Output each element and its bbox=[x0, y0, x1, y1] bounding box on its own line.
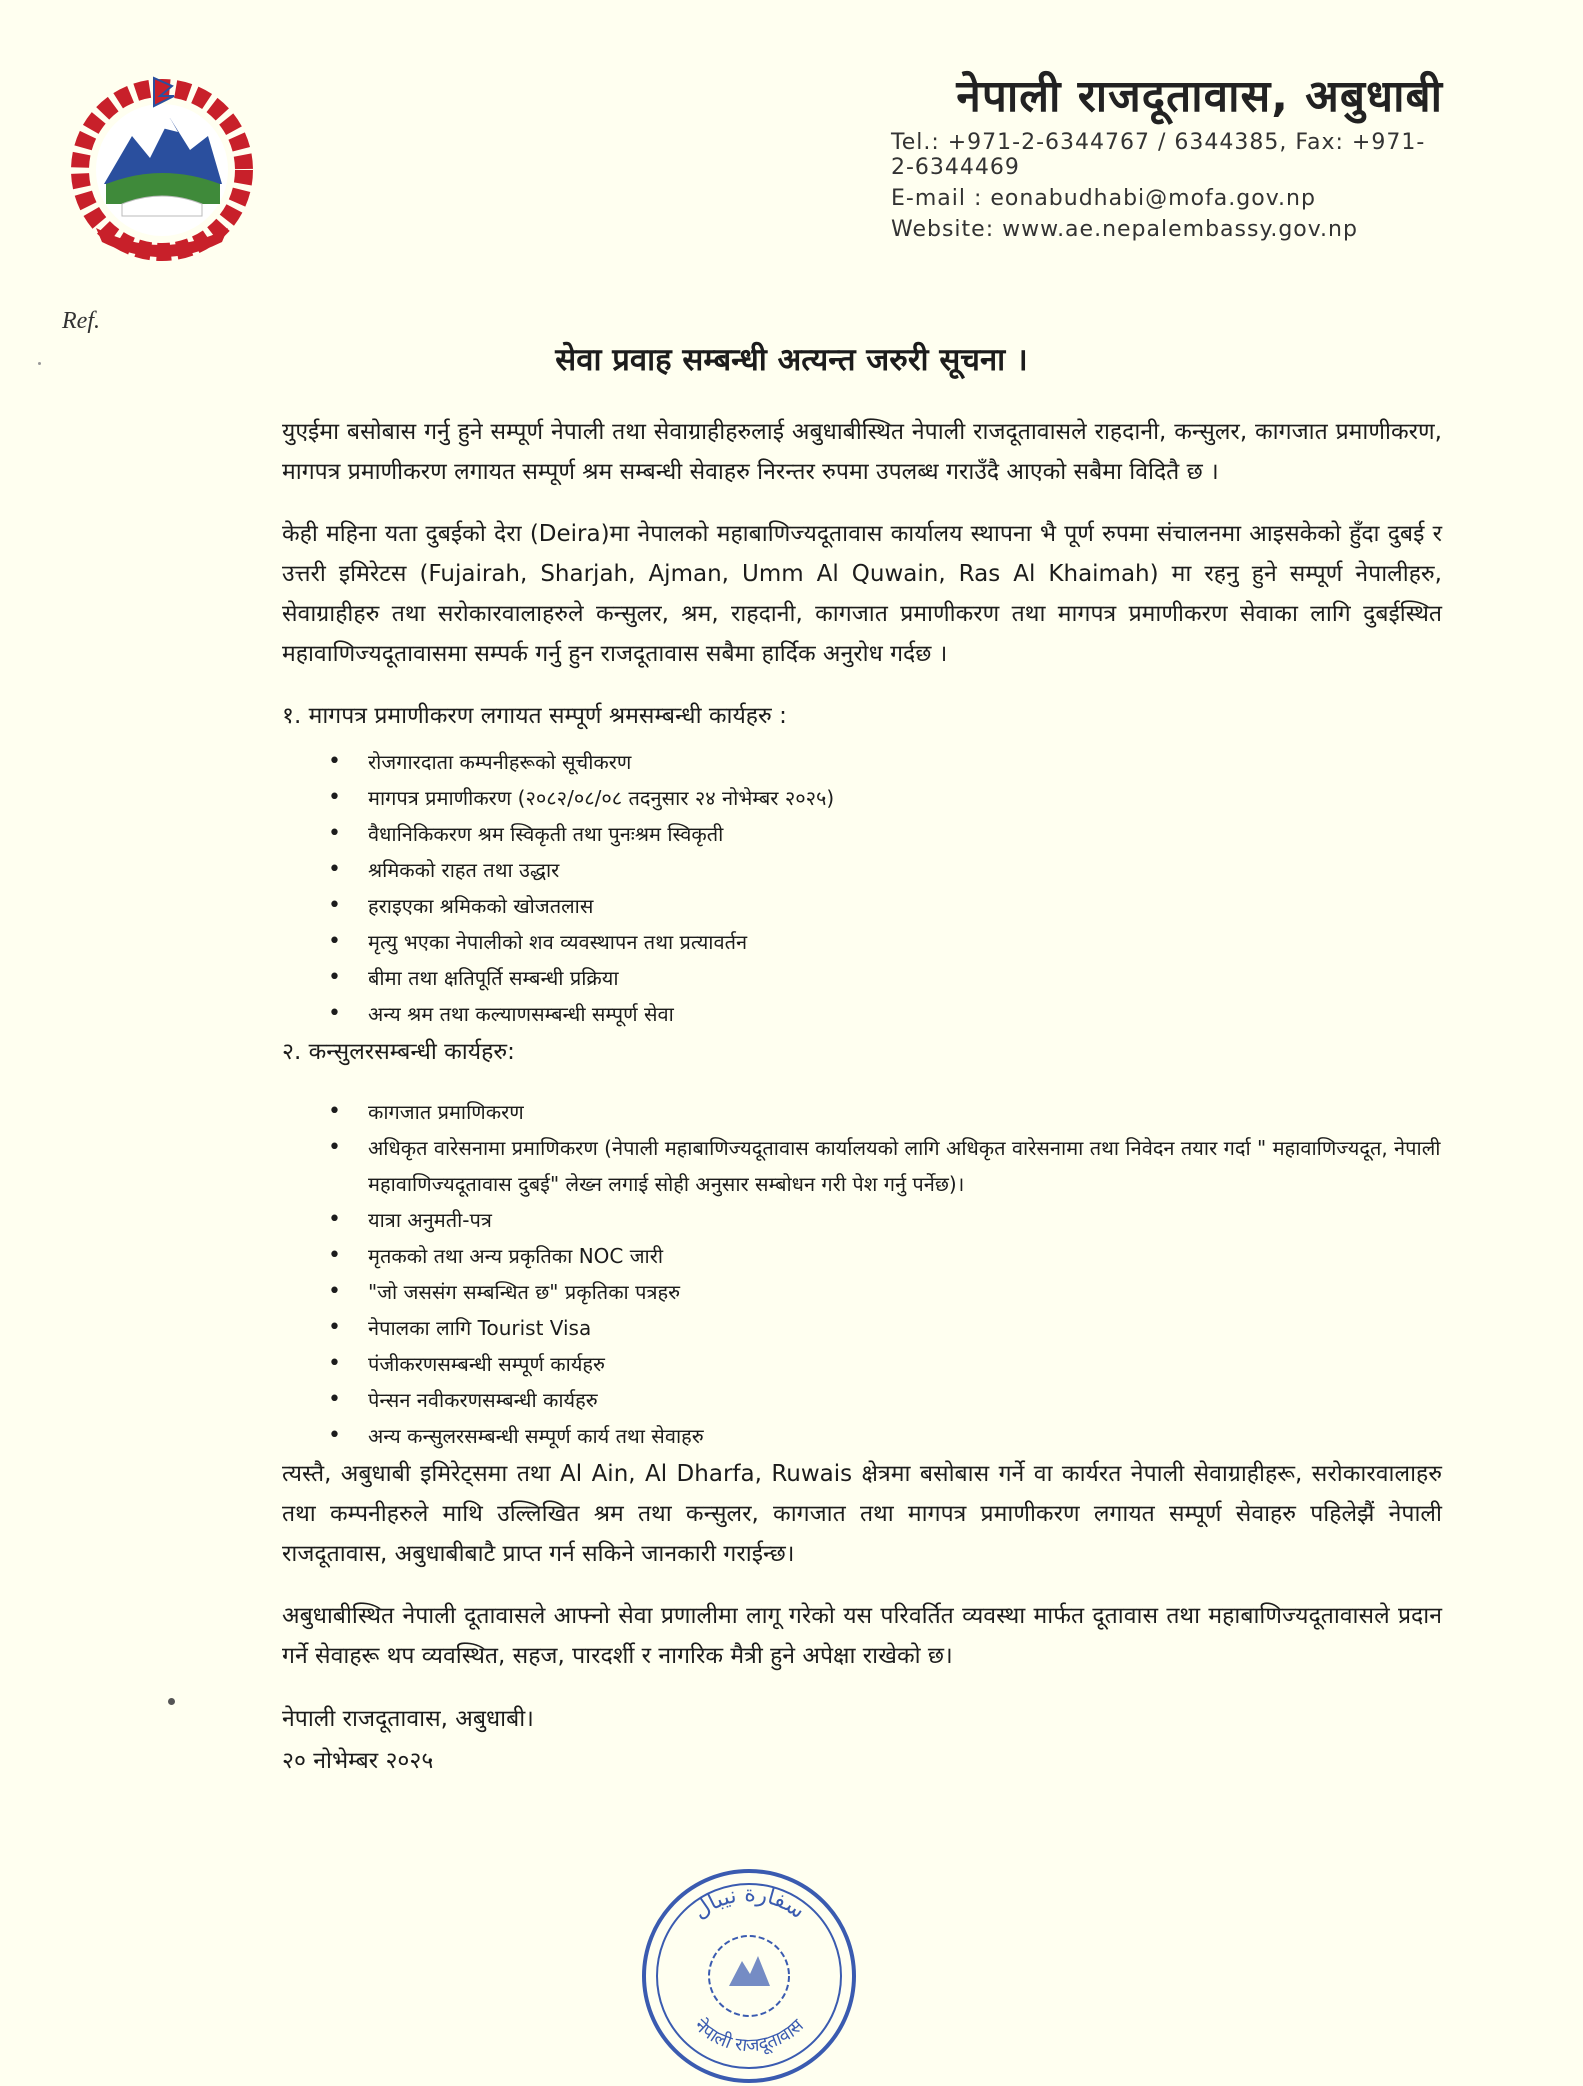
list-item: • अधिकृत वारेसनामा प्रमाणिकरण (नेपाली महाबाणिज्यदूतावास कार्यालयको लागि अधिकृत वारेसनामा तथा निवेदन तयार गर्दा " महावाणिज्यदूत, नेपाली महावाणिज्यदूतावास दुबई" लेख्न लगाई सोही अनुसार सम्बोधन गरी पेश गर्नु पर्नेछ)। bbox=[328, 1130, 1442, 1202]
list-item: • मागपत्र प्रमाणीकरण (२०८२/०८/०८ तदनुसार २४ नोभेम्बर २०२५) bbox=[328, 780, 1442, 816]
letterhead bbox=[883, 64, 1443, 242]
stamp-text-bottom: नेपाली राजदूतावास bbox=[690, 2015, 808, 2057]
paragraph-intro: युएईमा बसोबास गर्नु हुने सम्पूर्ण नेपाली तथा सेवाग्राहीहरुलाई अबुधाबीस्थित नेपाली राजदूतावासले राहदानी, कन्सुलर, कागजात प्रमाणीकरण, मागपत्र प्रमाणीकरण लगायत सम्पूर्ण श्रम सम्बन्धी सेवाहरु निरन्तर रुपमा उपलब्ध गराउँदै आएको सबैमा विदितै छ । bbox=[282, 419, 1442, 485]
list-item: • नेपालका लागि Tourist Visa bbox=[328, 1310, 1442, 1346]
list-item: • पंजीकरणसम्बन्धी सम्पूर्ण कार्यहरु bbox=[328, 1346, 1442, 1382]
list-item: • हराइएका श्रमिकको खोजतलास bbox=[328, 888, 1442, 924]
nepal-emblem-icon bbox=[62, 66, 262, 266]
contact-email: E-mail : eonabudhabi@mofa.gov.np bbox=[891, 186, 1316, 211]
list-item: • "जो जससंग सम्बन्धित छ" प्रकृतिका पत्रहरु bbox=[328, 1274, 1442, 1310]
notice-title: सेवा प्रवाह सम्बन्धी अत्यन्त जरुरी सूचना । bbox=[555, 342, 1028, 378]
letter-date: २० नोभेम्बर २०२५ bbox=[282, 1748, 434, 1774]
list-item: • अन्य कन्सुलरसम्बन्धी सम्पूर्ण कार्य तथा सेवाहरु bbox=[328, 1418, 1442, 1454]
list-item: • वैधानिकिकरण श्रम स्विकृती तथा पुनःश्रम स्विकृती bbox=[328, 816, 1442, 852]
stamp-text-top: سفارة نيبال bbox=[688, 1881, 810, 1925]
list-item: • बीमा तथा क्षतिपूर्ति सम्बन्धी प्रक्रिया bbox=[328, 960, 1442, 996]
embassy-name: नेपाली राजदूतावास, अबुधाबी bbox=[956, 71, 1443, 122]
list-item: • रोजगारदाता कम्पनीहरूको सूचीकरण bbox=[328, 744, 1442, 780]
ref-label: Ref. bbox=[62, 308, 100, 334]
list-item: • यात्रा अनुमती-पत्र bbox=[328, 1202, 1442, 1238]
list-item: • पेन्सन नवीकरणसम्बन्धी कार्यहरु bbox=[328, 1382, 1442, 1418]
contact-phone-fax: Tel.: +971-2-6344767 / 6344385, Fax: +971-2-6344469 bbox=[891, 130, 1426, 180]
section2-heading: २. कन्सुलरसम्बन्धी कार्यहरु: bbox=[282, 1039, 515, 1065]
list-item: • कागजात प्रमाणिकरण bbox=[328, 1094, 1442, 1130]
svg-text:سفارة نيبال bbox=[689, 1882, 810, 1924]
signoff bbox=[282, 1698, 1442, 1782]
section1-heading: १. मागपत्र प्रमाणीकरण लगायत सम्पूर्ण श्रमसम्बन्धी कार्यहरु : bbox=[282, 703, 787, 729]
sender-name: नेपाली राजदूतावास, अबुधाबी। bbox=[282, 1706, 534, 1732]
paragraph-dubai: केही महिना यता दुबईको देरा (Deira)मा नेपालको महाबाणिज्यदूतावास कार्यालय स्थापना भै पूर्ण रुपमा संचालनमा आइसकेको हुँदा दुबई र उत्तरी इमिरेटस (Fujairah, Sharjah, Ajman, Umm Al Quwain, Ras Al Khaimah) मा रहनु हुने सम्पूर्ण नेपालीहरु, सेवाग्राहीहरु तथा सरोकारवालाहरुले कन्सुलर, श्रम, राहदानी, कागजात प्रमाणीकरण तथा मागपत्र प्रमाणीकरण सेवाका लागि दुबईस्थित महावाणिज्यदूतावासमा सम्पर्क गर्नु हुन राजदूतावास सबैमा हार्दिक अनुरोध गर्दछ । bbox=[282, 521, 1442, 667]
list-item: • श्रमिकको राहत तथा उद्धार bbox=[328, 852, 1442, 888]
list-item: • मृतकको तथा अन्य प्रकृतिका NOC जारी bbox=[328, 1238, 1442, 1274]
paragraph-expectation: अबुधाबीस्थित नेपाली दूतावासले आफ्नो सेवा प्रणालीमा लागू गरेको यस परिवर्तित व्यवस्था मार्फत दूतावास तथा महाबाणिज्यदूतावासले प्रदान गर्ने सेवाहरू थप व्यवस्थित, सहज, पारदर्शी र नागरिक मैत्री हुने अपेक्षा राखेको छ। bbox=[282, 1603, 1442, 1669]
official-stamp-icon bbox=[634, 1856, 864, 2086]
contact-website: Website: www.ae.nepalembassy.gov.np bbox=[891, 217, 1358, 242]
section2-list bbox=[282, 1094, 1442, 1454]
paragraph-abudhabi: त्यस्तै, अबुधाबी इमिरेट्समा तथा Al Ain, Al Dharfa, Ruwais क्षेत्रमा बसोबास गर्ने वा कार्यरत नेपाली सेवाग्राहीहरू, सरोकारवालाहरु तथा कम्पनीहरुले माथि उल्लिखित श्रम तथा कन्सुलर, कागजात तथा मागपत्र प्रमाणीकरण लगायत सम्पूर्ण सेवाहरु पहिलेझैं नेपाली राजदूतावास, अबुधाबीबाटै प्राप्त गर्न सकिने जानकारी गराईन्छ। bbox=[282, 1461, 1442, 1567]
list-item: • मृत्यु भएका नेपालीको शव व्यवस्थापन तथा प्रत्यावर्तन bbox=[328, 924, 1442, 960]
notice-body bbox=[282, 412, 1442, 1782]
section1-list bbox=[282, 744, 1442, 1032]
svg-text:नेपाली राजदूतावास bbox=[690, 2014, 808, 2056]
list-item: • अन्य श्रम तथा कल्याणसम्बन्धी सम्पूर्ण सेवा bbox=[328, 996, 1442, 1032]
speck bbox=[168, 1698, 175, 1705]
